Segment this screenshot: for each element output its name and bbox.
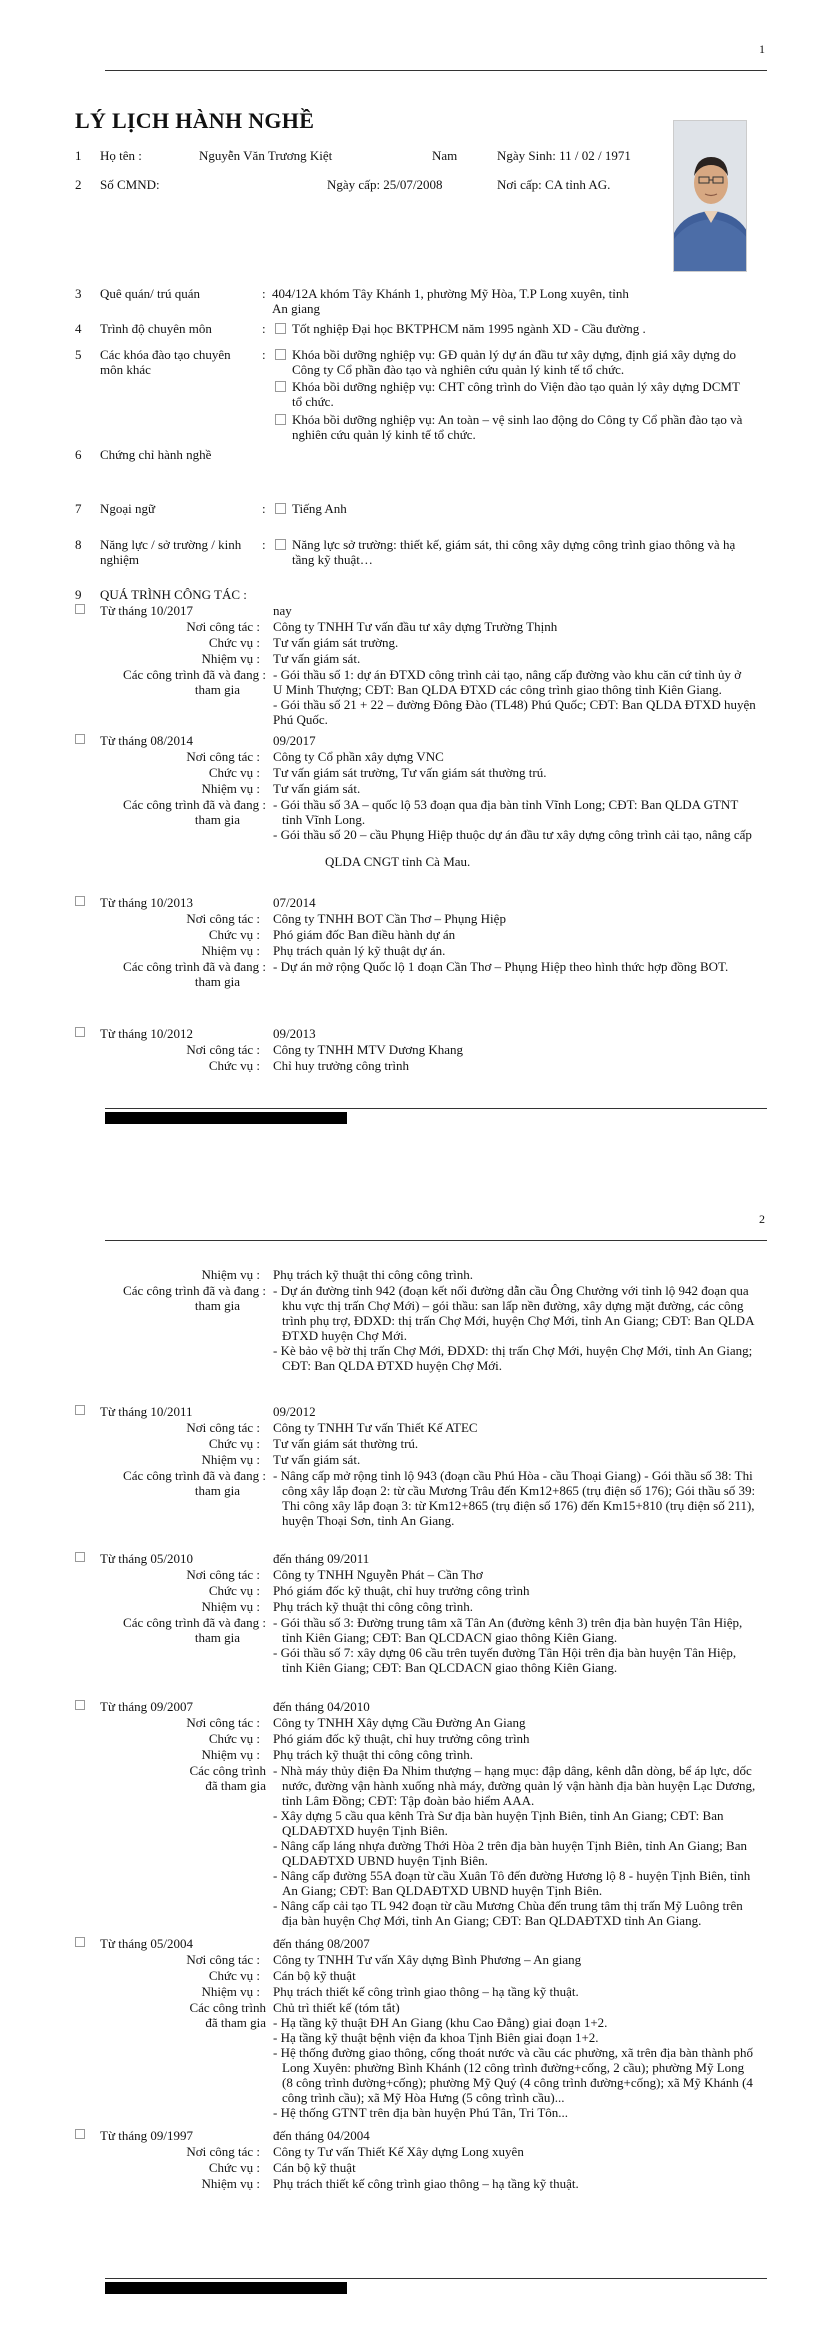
name-label: Họ tên : bbox=[100, 148, 142, 163]
hometown-value: 404/12A khóm Tây Khánh 1, phường Mỹ Hòa, T.P Long xuyên, tỉnh An giang bbox=[272, 286, 629, 316]
projects-label: Các công trình đã tham gia bbox=[189, 1763, 266, 1793]
page-number: 1 bbox=[759, 42, 765, 56]
job-to: 09/2012 bbox=[273, 1404, 316, 1419]
job-company: Công ty TNHH MTV Dương Khang bbox=[273, 1042, 464, 1057]
footer-rule bbox=[105, 2278, 767, 2279]
duty-label: Nhiệm vụ : bbox=[201, 1267, 260, 1282]
projects-label: Các công trình đã và đang : tham gia bbox=[123, 1615, 266, 1645]
projects-label: Các công trình đã và đang : tham gia bbox=[123, 959, 266, 989]
company-label: Nơi công tác : bbox=[186, 749, 260, 764]
checkbox-icon bbox=[75, 1027, 85, 1037]
portrait-photo bbox=[673, 120, 747, 272]
footer-rule bbox=[105, 1108, 767, 1109]
id-issue-date: Ngày cấp: 25/07/2008 bbox=[327, 177, 443, 192]
checkbox-icon bbox=[75, 896, 85, 906]
job-position: Tư vấn giám sát trường, Tư vấn giám sát thường trú. bbox=[273, 765, 547, 780]
job-projects: Chủ trì thiết kế (tóm tắt) - Hạ tầng kỹ thuật ĐH An Giang (khu Cao Đẳng) giai đoạn 1+2. - Hạ tầng kỹ thuật bệnh viện đa khoa Tịnh Biên giai đoạn 1+2. - Hệ thống đường giao thông, cống thoát nước và cầu các phường, xã trên địa bàn thành phố Long Xuyên: phường Bình Khánh (12 công trình đường+cống, 2 cầu); phường Mỹ Long (8 công trình đường+cống); phường Mỹ Quý (4 công trình đường+cống); xã Mỹ Khánh (4 công trình cầu); xã Mỹ Hòa Hưng (5 công trình cầu)... - Hệ thống GTNT trên địa bàn huyện Phú Tân, Tri Tôn... bbox=[273, 2000, 754, 2120]
colon: : bbox=[262, 501, 266, 516]
duty-label: Nhiệm vụ : bbox=[201, 943, 260, 958]
checkbox-icon bbox=[275, 381, 286, 392]
position-label: Chức vụ : bbox=[208, 765, 260, 780]
competence-label: Năng lực / sở trường / kinh nghiệm bbox=[100, 537, 242, 567]
training-item: Khóa bồi dưỡng nghiệp vụ: An toàn – vệ sinh lao động do Công ty Cổ phần đào tạo và nghiên cứu quản lý kinh tế tổ chức. bbox=[292, 412, 743, 442]
work-history-heading: QUÁ TRÌNH CÔNG TÁC : bbox=[100, 587, 247, 602]
job-duty: Phụ trách thiết kế công trình giao thông – hạ tầng kỹ thuật. bbox=[273, 2176, 579, 2191]
job-company: Công ty Cổ phần xây dựng VNC bbox=[273, 749, 444, 764]
duty-label: Nhiệm vụ : bbox=[201, 651, 260, 666]
duty-label: Nhiệm vụ : bbox=[201, 1599, 260, 1614]
job-company: Công ty TNHH Xây dựng Cầu Đường An Giang bbox=[273, 1715, 526, 1730]
footer-bar bbox=[105, 2282, 347, 2294]
colon: : bbox=[262, 537, 266, 552]
company-label: Nơi công tác : bbox=[186, 1952, 260, 1967]
training-item: Khóa bồi dưỡng nghiệp vụ: GĐ quản lý dự án đầu tư xây dựng, định giá xây dựng do Công ty Cổ phần đào tạo và nghiên cứu quản lý kinh tế tổ chức. bbox=[292, 347, 736, 377]
job-position: Cán bộ kỹ thuật bbox=[273, 2160, 356, 2175]
job-company: Công ty TNHH BOT Cần Thơ – Phụng Hiệp bbox=[273, 911, 506, 926]
competence-value: Năng lực sở trường: thiết kế, giám sát, thi công xây dựng công trình giao thông và hạ tầng kỹ thuật… bbox=[292, 537, 736, 567]
job-from: Từ tháng 05/2010 bbox=[100, 1551, 193, 1566]
gender: Nam bbox=[432, 148, 458, 163]
job-duty: Phụ trách kỹ thuật thi công công trình. bbox=[273, 1599, 474, 1614]
job-projects: - Dự án đường tỉnh 942 (đoạn kết nối đường dẫn cầu Ông Chưởng với tỉnh lộ 942 đoạn qua khu vực thị trấn Chợ Mới) – gói thầu: san lấp nền đường, xây dựng mặt đường, các công trình phụ trợ, ĐDXD: thị trấn Chợ Mới, huyện Chợ Mới, tỉnh An Giang; CĐT: Ban QLDA ĐTXD huyện Chợ Mới. - Kè bảo vệ bờ thị trấn Chợ Mới, ĐDXD: thị trấn Chợ Mới, huyện Chợ Mới, tỉnh An Giang; CĐT: Ban QLDA ĐTXD huyện Chợ Mới. bbox=[273, 1283, 755, 1373]
job-duty: Tư vấn giám sát. bbox=[273, 1452, 361, 1467]
document-title: LÝ LỊCH HÀNH NGHỀ bbox=[75, 108, 315, 133]
company-label: Nơi công tác : bbox=[186, 1420, 260, 1435]
footer-bar bbox=[105, 1112, 347, 1124]
job-duty: Phụ trách kỹ thuật thi công công trình. bbox=[273, 1267, 474, 1282]
company-label: Nơi công tác : bbox=[186, 1567, 260, 1582]
checkbox-icon bbox=[275, 539, 286, 550]
duty-label: Nhiệm vụ : bbox=[201, 1747, 260, 1762]
checkbox-icon bbox=[75, 734, 85, 744]
checkbox-icon bbox=[275, 323, 286, 334]
job-projects: - Gói thầu số 3A – quốc lộ 53 đoạn qua địa bàn tỉnh Vĩnh Long; CĐT: Ban QLDA GTNT tỉnh Vĩnh Long. - Gói thầu số 20 – cầu Phụng Hiệp thuộc dự án đầu tư xây dựng công trình cải tạo, nâng cấp QLDA CNGT tỉnh Cà Mau. bbox=[273, 797, 752, 869]
job-from: Từ tháng 10/2017 bbox=[100, 603, 193, 618]
job-from: Từ tháng 09/2007 bbox=[100, 1699, 193, 1714]
job-to: đến tháng 04/2010 bbox=[273, 1699, 370, 1714]
projects-label: Các công trình đã và đang : tham gia bbox=[123, 797, 266, 827]
job-position: Cán bộ kỹ thuật bbox=[273, 1968, 356, 1983]
header-rule bbox=[105, 70, 767, 71]
job-to: 07/2014 bbox=[273, 895, 316, 910]
row-number: 5 bbox=[75, 347, 82, 362]
job-projects: - Nhà máy thủy điện Đa Nhim thượng – hạng mục: đập dâng, kênh dẫn dòng, bể áp lực, dốc nước, đường vận hành xuống nhà máy, đường quản lý vận hành địa bàn huyện Lạc Dương, tỉnh Lâm Đồng; CĐT: Tập đoàn bảo hiểm AAA. - Xây dựng 5 cầu qua kênh Trà Sư địa bàn huyện Tịnh Biên, tỉnh An Giang; CĐT: Ban QLDAĐTXD huyện Tịnh Biên. - Nâng cấp láng nhựa đường Thới Hòa 2 trên địa bàn huyện Tịnh Biên, tỉnh An Giang; Ban QLDAĐTXD UBND huyện Tịnh Biên. - Nâng cấp đường 55A đoạn từ cầu Xuân Tô đến đường Hương lộ 8 - huyện Tịnh Biên, tỉnh An Giang; CĐT: Ban QLDAĐTXD UBND huyện Tịnh Biên. - Nâng cấp cải tạo TL 942 đoạn từ cầu Mương Chùa đến trung tâm thị trấn Mỹ Luông trên địa bàn huyện Chợ Mới, tỉnh An Giang; CĐT: Ban QLDAĐTXD tỉnh An Giang. bbox=[273, 1763, 756, 1928]
job-to: đến tháng 08/2007 bbox=[273, 1936, 370, 1951]
job-duty: Tư vấn giám sát. bbox=[273, 781, 361, 796]
checkbox-icon bbox=[75, 2129, 85, 2139]
job-company: Công ty Tư vấn Thiết Kế Xây dựng Long xuyên bbox=[273, 2144, 524, 2159]
checkbox-icon bbox=[275, 503, 286, 514]
row-number: 3 bbox=[75, 286, 82, 301]
job-company: Công ty TNHH Nguyễn Phát – Cần Thơ bbox=[273, 1567, 483, 1582]
projects-label: Các công trình đã và đang : tham gia bbox=[123, 667, 266, 697]
training-item: Khóa bồi dưỡng nghiệp vụ: CHT công trình do Viện đào tạo quản lý xây dựng DCMT tổ chức. bbox=[292, 379, 740, 409]
company-label: Nơi công tác : bbox=[186, 911, 260, 926]
job-to: đến tháng 09/2011 bbox=[273, 1551, 370, 1566]
job-from: Từ tháng 10/2011 bbox=[100, 1404, 193, 1419]
position-label: Chức vụ : bbox=[208, 927, 260, 942]
language-label: Ngoại ngữ bbox=[100, 501, 156, 516]
language-value: Tiếng Anh bbox=[292, 501, 347, 516]
job-duty: Phụ trách kỹ thuật thi công công trình. bbox=[273, 1747, 474, 1762]
job-duty: Phụ trách quản lý kỹ thuật dự án. bbox=[273, 943, 446, 958]
job-from: Từ tháng 10/2013 bbox=[100, 895, 193, 910]
job-position: Tư vấn giám sát trường. bbox=[273, 635, 399, 650]
projects-label: Các công trình đã tham gia bbox=[189, 2000, 266, 2030]
full-name: Nguyễn Văn Trương Kiệt bbox=[199, 148, 333, 163]
projects-label: Các công trình đã và đang : tham gia bbox=[123, 1283, 266, 1313]
colon: : bbox=[262, 286, 266, 301]
checkbox-icon bbox=[75, 1937, 85, 1947]
position-label: Chức vụ : bbox=[208, 1968, 260, 1983]
row-number: 8 bbox=[75, 537, 82, 552]
company-label: Nơi công tác : bbox=[186, 1715, 260, 1730]
job-position: Phó giám đốc kỹ thuật, chỉ huy trưởng công trình bbox=[273, 1731, 530, 1746]
job-company: Công ty TNHH Tư vấn Thiết Kế ATEC bbox=[273, 1420, 478, 1435]
position-label: Chức vụ : bbox=[208, 1731, 260, 1746]
row-number: 4 bbox=[75, 321, 82, 336]
row-number: 6 bbox=[75, 447, 82, 462]
row-number: 2 bbox=[75, 177, 82, 192]
job-duty: Phụ trách thiết kế công trình giao thông – hạ tầng kỹ thuật. bbox=[273, 1984, 579, 1999]
company-label: Nơi công tác : bbox=[186, 619, 260, 634]
job-position: Tư vấn giám sát thường trú. bbox=[273, 1436, 419, 1451]
job-company: Công ty TNHH Tư vấn đầu tư xây dựng Trường Thịnh bbox=[273, 619, 558, 634]
job-projects: - Dự án mở rộng Quốc lộ 1 đoạn Cần Thơ – Phụng Hiệp theo hình thức hợp đồng BOT. bbox=[273, 959, 729, 974]
job-position: Phó giám đốc Ban điều hành dự án bbox=[273, 927, 456, 942]
job-from: Từ tháng 10/2012 bbox=[100, 1026, 193, 1041]
duty-label: Nhiệm vụ : bbox=[201, 2176, 260, 2191]
id-issue-place: Nơi cấp: CA tỉnh AG. bbox=[497, 177, 611, 192]
duty-label: Nhiệm vụ : bbox=[201, 1984, 260, 1999]
hometown-label: Quê quán/ trú quán bbox=[100, 286, 201, 301]
job-from: Từ tháng 05/2004 bbox=[100, 1936, 193, 1951]
row-number: 1 bbox=[75, 148, 82, 163]
projects-label: Các công trình đã và đang : tham gia bbox=[123, 1468, 266, 1498]
job-to: đến tháng 04/2004 bbox=[273, 2128, 370, 2143]
job-to: 09/2017 bbox=[273, 733, 316, 748]
position-label: Chức vụ : bbox=[208, 1583, 260, 1598]
job-projects: - Nâng cấp mở rộng tỉnh lộ 943 (đoạn cầu Phú Hòa - cầu Thoại Giang) - Gói thầu số 38: Thi công xây lắp đoạn 2: từ cầu Mương Trâu đến Km12+865 (trụ điện số 176); Gói thầu số 39: Thi công xây lắp đoạn 3: từ Km12+865 (trụ điện số 176) đến Km15+810 (trụ điện số 211), huyện Thoại Sơn, tỉnh An Giang. bbox=[273, 1468, 756, 1528]
colon: : bbox=[262, 347, 266, 362]
position-label: Chức vụ : bbox=[208, 635, 260, 650]
job-projects: - Gói thầu số 3: Đường trung tâm xã Tân An (đường kênh 3) trên địa bàn huyện Tân Hiệp, tỉnh Kiên Giang; CĐT: Ban QLCDACN giao thông Kiên Giang. - Gói thầu số 7: xây dựng 06 cầu trên tuyến đường Tân Hội trên địa bàn huyện Tân Hiệp, tỉnh Kiên Giang; CĐT: Ban QLCDACN giao thông Kiên Giang. bbox=[273, 1615, 743, 1675]
duty-label: Nhiệm vụ : bbox=[201, 781, 260, 796]
position-label: Chức vụ : bbox=[208, 1436, 260, 1451]
job-to: 09/2013 bbox=[273, 1026, 316, 1041]
job-from: Từ tháng 08/2014 bbox=[100, 733, 193, 748]
checkbox-icon bbox=[275, 349, 286, 360]
job-position: Phó giám đốc kỹ thuật, chỉ huy trưởng công trình bbox=[273, 1583, 530, 1598]
job-to: nay bbox=[273, 603, 292, 618]
checkbox-icon bbox=[75, 1700, 85, 1710]
job-company: Công ty TNHH Tư vấn Xây dựng Bình Phương – An giang bbox=[273, 1952, 582, 1967]
page-2 bbox=[0, 1170, 827, 2340]
id-label: Số CMND: bbox=[100, 177, 160, 192]
checkbox-icon bbox=[75, 604, 85, 614]
checkbox-icon bbox=[75, 1552, 85, 1562]
certificate-label: Chứng chỉ hành nghề bbox=[100, 447, 212, 462]
checkbox-icon bbox=[75, 1405, 85, 1415]
training-label: Các khóa đào tạo chuyên môn khác bbox=[100, 347, 231, 377]
page-number: 2 bbox=[759, 1212, 765, 1226]
job-duty: Tư vấn giám sát. bbox=[273, 651, 361, 666]
colon: : bbox=[262, 321, 266, 336]
row-number: 7 bbox=[75, 501, 82, 516]
education-value: Tốt nghiệp Đại học BKTPHCM năm 1995 ngành XD - Cầu đường . bbox=[292, 321, 646, 336]
birth-date: Ngày Sinh: 11 / 02 / 1971 bbox=[497, 148, 631, 163]
company-label: Nơi công tác : bbox=[186, 2144, 260, 2159]
header-rule bbox=[105, 1240, 767, 1241]
job-from: Từ tháng 09/1997 bbox=[100, 2128, 193, 2143]
position-label: Chức vụ : bbox=[208, 1058, 260, 1073]
job-position: Chỉ huy trưởng công trình bbox=[273, 1058, 409, 1073]
checkbox-icon bbox=[275, 414, 286, 425]
duty-label: Nhiệm vụ : bbox=[201, 1452, 260, 1467]
education-label: Trình độ chuyên môn bbox=[100, 321, 212, 336]
company-label: Nơi công tác : bbox=[186, 1042, 260, 1057]
position-label: Chức vụ : bbox=[208, 2160, 260, 2175]
job-projects: - Gói thầu số 1: dự án ĐTXD công trình cải tạo, nâng cấp đường vào khu căn cứ tỉnh ủy ở U Minh Thượng; CĐT: Ban QLDA ĐTXD các công trình giao thông tỉnh Kiên Giang. - Gói thầu số 21 + 22 – đường Đông Đào (TL48) Phú Quốc; CĐT: Ban QLDA ĐTXD huyện Phú Quốc. bbox=[273, 667, 756, 727]
row-number: 9 bbox=[75, 587, 82, 602]
